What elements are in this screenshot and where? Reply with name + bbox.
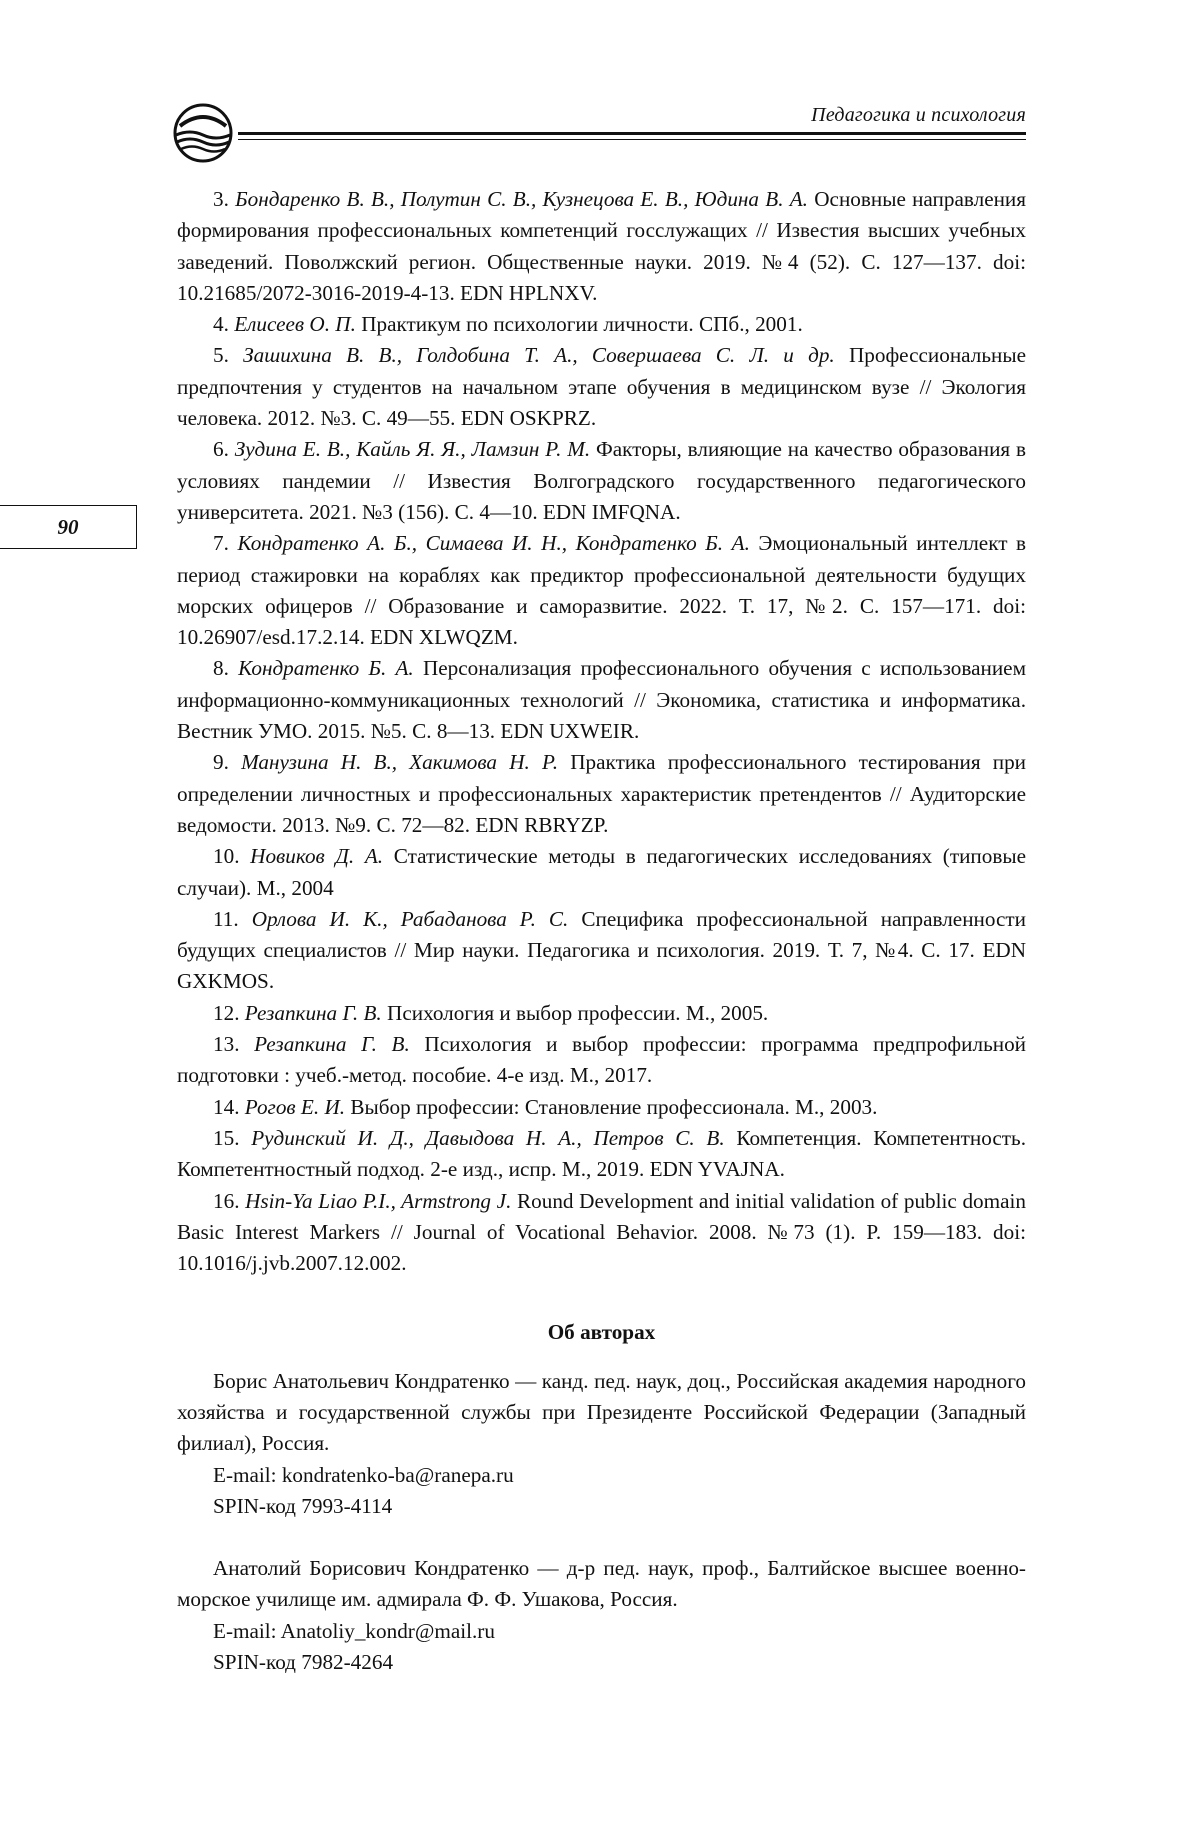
reference-authors: Резапкина Г. В. [244,1000,382,1025]
author-block [177,1366,1026,1522]
page-number: 90 [57,514,79,539]
reference-number: 6. [213,437,229,462]
reference-text: Практикум по психологии личности. СПб., 2001. [361,312,803,337]
reference-item [177,841,1026,904]
reference-item [177,747,1026,841]
reference-item [177,1123,1026,1186]
reference-text: Эмоциональный интеллект в период стажировки на кораблях как предиктор профессиональной деятельности будущих морских офицеров // Образование и саморазвитие. 2022. Т. 17, №2. С. 157—171. doi: 10.26907/esd.17.2.14. EDN XLWQZM. [177,531,1027,650]
reference-item [177,340,1026,434]
reference-authors: Елисеев О. П. [234,312,356,337]
reference-number: 13. [213,1032,240,1057]
reference-number: 14. [213,1094,240,1119]
reference-item [177,184,1026,309]
reference-authors: Hsin-Ya Liao P.I., Armstrong J. [245,1188,512,1213]
reference-authors: Манузина Н. В., Хакимова Н. Р. [241,750,559,775]
reference-number: 11. [213,906,239,931]
reference-item [177,1092,1026,1123]
author-block [177,1553,1026,1678]
author-bio: Борис Анатольевич Кондратенко — канд. пед. наук, доц., Российская академия народного хозяйства и государственной службы при Президенте Российской Федерации (Западный филиал), Россия. [177,1368,1026,1456]
reference-item [177,998,1026,1029]
reference-number: 5. [213,343,229,368]
reference-item [177,434,1026,528]
reference-item [177,528,1026,653]
reference-number: 4. [213,312,229,337]
reference-authors: Кондратенко Б. А. [238,656,414,681]
reference-text: Факторы, влияющие на качество образования в условиях пандемии // Известия Волгоградского государственного педагогического университета. 2021. №3 (156). С. 4—10. EDN IMFQNA. [177,437,1026,524]
reference-item [177,1186,1026,1280]
reference-authors: Бондаренко В. В., Полутин С. В., Кузнецова Е. В., Юдина В. А. [235,187,808,211]
reference-text: Психология и выбор профессии. М., 2005. [387,1000,769,1025]
reference-number: 8. [213,656,229,681]
reference-authors: Орлова И. К., Рабаданова Р. С. [251,906,569,931]
reference-authors: Зашихина В. В., Голдобина Т. А., Совершаева С. Л. и др. [243,343,835,368]
reference-authors: Рогов Е. И. [244,1094,346,1119]
reference-item [177,309,1026,340]
reference-authors: Новиков Д. А. [250,844,384,869]
reference-item [177,904,1026,998]
reference-number: 7. [213,531,229,556]
reference-text: Специфика профессиональной направленности будущих специалистов // Мир науки. Педагогика и психология. 2019. Т. 7, №4. С. 17. EDN GXKMOS. [177,906,1027,994]
reference-number: 15. [213,1125,240,1150]
header-rule-thin [238,139,1026,140]
reference-text: Персонализация профессионального обучения с использованием информационно-коммуникационных технологий // Экономика, статистика и информатика. Вестник УМО. 2015. №5. С. 8—13. EDN UXWEIR. [177,656,1026,744]
page-body [177,184,1026,1678]
reference-number: 3. [213,187,229,211]
reference-text: Профессиональные предпочтения у студентов на начальном этапе обучения в медицинском вузе // Экология человека. 2012. №3. С. 49—55. EDN OSKPRZ. [177,343,1026,431]
author-email: E-mail: kondratenko-ba@ranepa.ru [213,1462,514,1487]
reference-number: 10. [213,844,240,869]
reference-text: Практика профессионального тестирования при определении личностных и профессиональных характеристик претендентов // Аудиторские ведомости. 2013. №9. С. 72—82. EDN RBRYZP. [177,750,1027,837]
spacer [177,1522,1026,1553]
page-number-tab [0,505,137,549]
author-spin: SPIN-код 7982-4264 [213,1650,394,1675]
reference-text: Выбор профессии: Становление профессионала. М., 2003. [350,1094,878,1119]
reference-authors: Резапкина Г. В. [254,1032,410,1057]
reference-text: Психология и выбор профессии: программа предпрофильной подготовки : учеб.-метод. пособие. 4-е изд. М., 2017. [177,1032,1027,1088]
reference-authors: Зудина Е. В., Кайль Я. Я., Ламзин Р. М. [234,437,591,462]
reference-number: 16. [213,1188,240,1213]
reference-item [177,653,1026,747]
author-bio: Анатолий Борисович Кондратенко — д-р пед. наук, проф., Балтийское высшее военно-морское училище им. адмирала Ф. Ф. Ушакова, Россия. [177,1556,1026,1612]
reference-number: 12. [213,1000,240,1025]
reference-list [177,184,1026,1279]
about-authors-title: Об авторах [547,1320,656,1345]
reference-item [177,1029,1026,1092]
author-email: E-mail: Anatoliy_kondr@mail.ru [213,1618,495,1643]
reference-text: Статистические методы в педагогических исследованиях (типовые случаи). М., 2004 [177,844,1026,900]
running-head: Педагогика и психология [811,104,1026,126]
reference-authors: Кондратенко А. Б., Симаева И. Н., Кондратенко Б. А. [237,531,750,556]
reference-text: Основные направления формирования профессиональных компетенций госслужащих // Известия высших учебных заведений. Поволжский регион. Общественные науки. 2019. №4 (52). С. 127—137. doi: 10.21685/2072-3016-2019-4-13. EDN HPLNXV. [177,187,1027,305]
reference-text: Round Development and initial validation of public domain Basic Interest Markers // Journal of Vocational Behavior. 2008. №73 (1). P. 159—183. doi: 10.1016/j.jvb.2007.12.002. [177,1188,1027,1276]
reference-text: Компетенция. Компетентность. Компетентностный подход. 2-е изд., испр. М., 2019. EDN YVAJNA. [177,1125,1027,1182]
reference-number: 9. [213,750,229,775]
journal-logo-icon [172,102,234,164]
author-spin: SPIN-код 7993-4114 [213,1493,393,1518]
header-rule-thick [238,132,1026,135]
reference-authors: Рудинский И. Д., Давыдова Н. А., Петров С. В. [251,1125,725,1150]
